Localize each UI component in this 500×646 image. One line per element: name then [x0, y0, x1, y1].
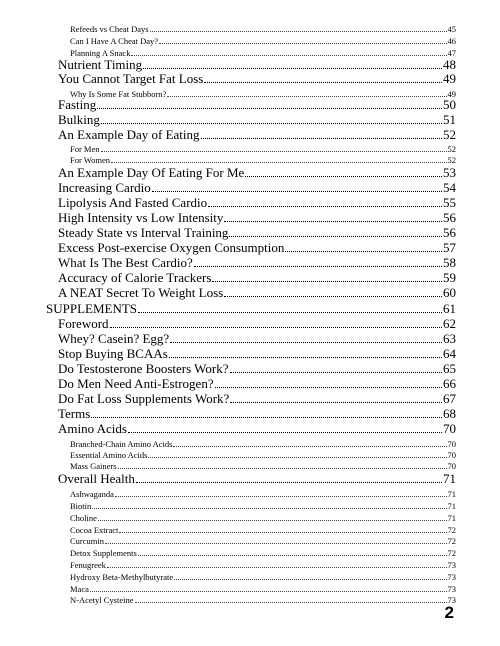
toc-entry-title: Do Testosterone Boosters Work?: [58, 361, 229, 376]
toc-entry-page: 70: [447, 438, 456, 449]
toc-entry-page: 55: [443, 195, 456, 210]
toc-entry: [70, 35, 456, 45]
toc-leader-dots: [143, 68, 442, 69]
toc-entry-page: 49: [443, 71, 456, 86]
toc-entry: [58, 71, 456, 85]
toc-leader-dots: [101, 151, 447, 152]
toc-leader-dots: [105, 543, 447, 544]
toc-entry-page: 70: [447, 449, 456, 460]
toc-entry: [58, 331, 456, 345]
toc-entry: [70, 488, 456, 498]
toc-entry-title: High Intensity vs Low Intensity: [58, 210, 224, 225]
toc-leader-dots: [136, 482, 442, 483]
toc-entry-title: Planning A Snack: [70, 47, 131, 58]
toc-leader-dots: [111, 162, 446, 163]
toc-entry-page: 68: [443, 406, 456, 421]
toc-entry: [70, 143, 456, 153]
toc-entry-title: Choline: [70, 512, 97, 523]
toc-entry-title: Do Men Need Anti-Estrogen?: [58, 376, 214, 391]
toc-entry: [46, 301, 456, 315]
toc-leader-dots: [285, 251, 442, 252]
toc-leader-dots: [169, 357, 442, 358]
toc-leader-dots: [212, 281, 442, 282]
toc-entry: [70, 547, 456, 557]
toc-entry-page: 63: [443, 331, 456, 346]
toc-entry: [70, 559, 456, 569]
toc-leader-dots: [119, 532, 446, 533]
toc-entry: [58, 285, 456, 299]
toc-entry-title: You Cannot Target Fat Loss: [58, 71, 204, 86]
toc-entry-title: Maca: [70, 583, 89, 594]
toc-leader-dots: [101, 123, 442, 124]
toc-leader-dots: [208, 206, 442, 207]
toc-entry-page: 57: [443, 240, 456, 255]
toc-entry-title: Ashwaganda: [70, 488, 114, 499]
toc-entry-page: 65: [443, 361, 456, 376]
toc-entry-page: 62: [443, 316, 456, 331]
toc-leader-dots: [118, 468, 447, 469]
toc-entry-page: 46: [447, 35, 456, 46]
toc-entry-title: An Example Day Of Eating For Me: [58, 165, 245, 180]
toc-entry-page: 52: [447, 143, 456, 154]
toc-entry-title: Detox Supplements: [70, 547, 137, 558]
toc-entry: [70, 47, 456, 57]
toc-entry-title: Lipolysis And Fasted Cardio: [58, 195, 208, 210]
toc-entry: [70, 583, 456, 593]
toc-entry-title: Terms: [58, 406, 91, 421]
toc-entry-page: 71: [443, 471, 456, 486]
toc-entry-title: Refeeds vs Cheat Days: [70, 23, 149, 34]
toc-entry-title: Curcumin: [70, 535, 104, 546]
toc-leader-dots: [138, 555, 447, 556]
toc-entry: [58, 195, 456, 209]
toc-leader-dots: [98, 520, 447, 521]
toc-entry-title: Excess Post-exercise Oxygen Consumption: [58, 240, 285, 255]
toc-entry: [58, 210, 456, 224]
toc-leader-dots: [128, 432, 442, 433]
toc-leader-dots: [110, 327, 442, 328]
toc-entry-page: 73: [447, 583, 456, 594]
toc-entry-page: 56: [443, 225, 456, 240]
toc-entry: [58, 346, 456, 360]
toc-entry-title: Mass Gainers: [70, 460, 117, 471]
toc-entry: [70, 154, 456, 164]
toc-entry-title: Steady State vs Interval Training: [58, 225, 229, 240]
toc-leader-dots: [224, 296, 442, 297]
toc-entry-page: 56: [443, 210, 456, 225]
toc-leader-dots: [201, 138, 442, 139]
toc-entry-page: 61: [443, 301, 456, 316]
toc-entry-title: Why Is Some Fat Stubborn?: [70, 88, 167, 99]
toc-entry-page: 47: [447, 47, 456, 58]
toc-entry-title: Fasting: [58, 97, 97, 112]
toc-leader-dots: [91, 417, 442, 418]
toc-entry-title: Bulking: [58, 112, 100, 127]
toc-leader-dots: [115, 496, 447, 497]
toc-entry: [58, 127, 456, 141]
toc-entry-title: Can I Have A Cheat Day?: [70, 35, 159, 46]
toc-entry-title: For Men: [70, 143, 100, 154]
toc-entry-title: Do Fat Loss Supplements Work?: [58, 391, 230, 406]
toc-entry-page: 52: [443, 127, 456, 142]
toc-entry-page: 73: [447, 571, 456, 582]
toc-entry: [58, 240, 456, 254]
toc-entry: [70, 512, 456, 522]
toc-entry-page: 53: [443, 165, 456, 180]
toc-entry: [58, 361, 456, 375]
toc-entry-page: 66: [443, 376, 456, 391]
toc-leader-dots: [152, 191, 442, 192]
toc-entry-title: Stop Buying BCAAs: [58, 346, 168, 361]
toc-leader-dots: [97, 108, 442, 109]
toc-entry-page: 72: [447, 535, 456, 546]
toc-entry-title: Nutrient Timing: [58, 57, 143, 72]
toc-entry-page: 72: [447, 524, 456, 535]
toc-leader-dots: [92, 508, 446, 509]
toc-leader-dots: [170, 342, 442, 343]
toc-entry: [58, 406, 456, 420]
toc-entry-page: 71: [447, 488, 456, 499]
toc-entry-page: 73: [447, 559, 456, 570]
toc-entry-page: 51: [443, 112, 456, 127]
toc-leader-dots: [204, 82, 442, 83]
toc-entry-page: 73: [447, 594, 456, 605]
toc-leader-dots: [131, 55, 446, 56]
toc-entry: [58, 255, 456, 269]
toc-leader-dots: [245, 176, 442, 177]
toc-entry-title: Increasing Cardio: [58, 180, 151, 195]
toc-entry: [70, 535, 456, 545]
toc-entry-page: 52: [447, 154, 456, 165]
toc-entry-page: 45: [447, 23, 456, 34]
toc-entry-title: Foreword: [58, 316, 109, 331]
toc-entry: [58, 57, 456, 71]
toc-entry: [58, 270, 456, 284]
toc-leader-dots: [135, 602, 447, 603]
toc-entry: [58, 97, 456, 111]
toc-entry: [58, 225, 456, 239]
toc-leader-dots: [230, 402, 442, 403]
toc-entry-page: 70: [447, 460, 456, 471]
toc-entry-title: Whey? Casein? Egg?: [58, 331, 170, 346]
toc-entry-page: 59: [443, 270, 456, 285]
toc-entry: [70, 524, 456, 534]
toc-entry: [58, 165, 456, 179]
toc-entry: [58, 471, 456, 485]
toc-entry-page: 49: [447, 88, 456, 99]
toc-entry-title: N-Acetyl Cysteine: [70, 594, 134, 605]
toc-entry-page: 50: [443, 97, 456, 112]
toc-entry-title: An Example Day of Eating: [58, 127, 200, 142]
toc-entry: [70, 594, 456, 604]
toc-entry-page: 71: [447, 500, 456, 511]
toc-entry-page: 58: [443, 255, 456, 270]
toc-leader-dots: [138, 312, 442, 313]
toc-leader-dots: [173, 446, 446, 447]
toc-entry: [58, 112, 456, 126]
toc-entry-title: Essential Amino Acids: [70, 449, 148, 460]
toc-leader-dots: [230, 372, 442, 373]
toc-entry: [58, 421, 456, 435]
toc-entry-title: Amino Acids: [58, 421, 127, 436]
toc-leader-dots: [224, 221, 442, 222]
toc-entry-page: 70: [443, 421, 456, 436]
toc-entry-title: SUPPLEMENTS: [46, 301, 138, 316]
toc-leader-dots: [215, 387, 442, 388]
toc-entry: [70, 500, 456, 510]
toc-entry-title: Accuracy of Calorie Trackers: [58, 270, 212, 285]
toc-entry-title: Branched-Chain Amino Acids: [70, 438, 173, 449]
toc-entry: [70, 449, 456, 459]
toc-entry-page: 48: [443, 57, 456, 72]
toc-entry: [58, 180, 456, 194]
toc-entry-title: For Women: [70, 154, 111, 165]
toc-entry-title: Cocoa Extract: [70, 524, 119, 535]
toc-entry-title: What Is The Best Cardio?: [58, 255, 193, 270]
toc-entry-page: 67: [443, 391, 456, 406]
toc-leader-dots: [174, 579, 446, 580]
toc-leader-dots: [90, 591, 447, 592]
toc-entry: [70, 571, 456, 581]
toc-entry-title: A NEAT Secret To Weight Loss: [58, 285, 224, 300]
toc-entry-title: Fenugreek: [70, 559, 106, 570]
toc-entry: [58, 316, 456, 330]
toc-entry-page: 54: [443, 180, 456, 195]
toc-leader-dots: [229, 236, 442, 237]
toc-entry: [70, 460, 456, 470]
toc-entry: [58, 391, 456, 405]
toc-leader-dots: [194, 266, 442, 267]
toc-leader-dots: [148, 457, 446, 458]
toc-entry: [58, 376, 456, 390]
toc-entry-title: Hydroxy Beta-Methylbutyrate: [70, 571, 174, 582]
page-number: 2: [444, 603, 454, 622]
toc-leader-dots: [107, 567, 447, 568]
toc-entry-page: 72: [447, 547, 456, 558]
toc-entry: [70, 438, 456, 448]
toc-entry: [70, 23, 456, 33]
toc-leader-dots: [150, 31, 447, 32]
toc-entry-page: 60: [443, 285, 456, 300]
toc-entry-title: Overall Health: [58, 471, 135, 486]
toc-leader-dots: [159, 43, 446, 44]
toc-entry-page: 64: [443, 346, 456, 361]
toc-entry-title: Biotin: [70, 500, 92, 511]
toc-entry-page: 71: [447, 512, 456, 523]
